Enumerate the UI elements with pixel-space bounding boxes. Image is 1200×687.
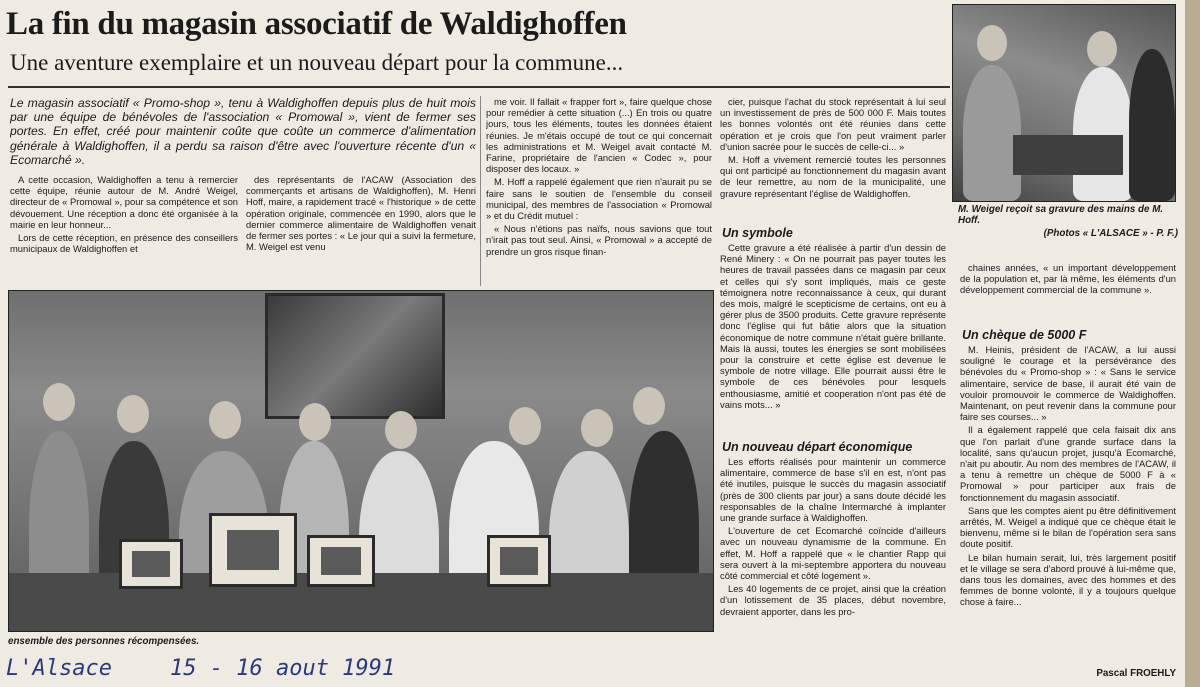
handwritten-paper: L'Alsace xyxy=(6,656,112,681)
article-subtitle: Une aventure exemplaire et un nouveau départ pour la commune... xyxy=(10,50,624,75)
photo-figure-head xyxy=(299,403,331,441)
column-3 xyxy=(486,96,712,286)
column-1 xyxy=(10,174,238,286)
col4-para-1: cier, puisque l'achat du stock représentait à lui seul un investissement de près de 500 000 F. Mais toutes les bonnes volontés ont été réunies dans cette opération et je crois que l'on peut vraiment parler d'union sacrée pour le succès de celle-ci... » xyxy=(720,96,946,152)
photo-figure xyxy=(1073,67,1133,201)
photo-table xyxy=(1013,135,1123,175)
column-4 xyxy=(720,96,946,220)
section-symbole xyxy=(720,242,946,436)
photo-engraving xyxy=(487,535,551,587)
col6-text: chaines années, « un important développement de la population et, par là même, les éléments d'un développement commercial de la commune ». xyxy=(960,262,1176,296)
caption-top-photo: M. Weigel reçoit sa gravure des mains de M. Hoff. xyxy=(958,204,1164,226)
photo-figure-head xyxy=(509,407,541,445)
photo-figure xyxy=(963,65,1021,201)
column-2 xyxy=(246,174,476,286)
column-6-top xyxy=(960,262,1176,312)
col4-para-2: M. Hoff a vivement remercié toutes les personnes qui ont participé au fonctionnement du magasin avant de leur remettre, au nom de la municipalité, une gravure représentant l'église de Waldighoffen. xyxy=(720,154,946,199)
col3-para-2: M. Hoff a rappelé également que rien n'aurait pu se faire sans le soutien de l'ensemble du conseil municipal, des membres de l'association « Promowal » et du Crédit mutuel : xyxy=(486,176,712,222)
col3-para-1: me voir. Il fallait « frapper fort », faire quelque chose pour remédier à cette situation (...) En trois ou quatre jours, tous les éléments, toutes les données étaient réunies. Je m'étais occupé de tout ce qui concernait les administrations et M. Weigel avait contacté M. Farine, propriétaire de l'ancien « Codec », pour disposer des locaux. » xyxy=(486,96,712,175)
photo-wall-painting xyxy=(265,293,445,419)
photo-engraving xyxy=(209,513,297,587)
lead-text: Le magasin associatif « Promo-shop », tenu à Waldighoffen depuis plus de huit mois par une équipe de bénévoles de l'association « Promowal », vient de fermer ses portes. En effet, créé pour maintenir coûte que coûte un commerce d'alimentation générale à Waldighoffen, il a perdu sa raison d'être avec l'ouverture récente d'un « Ecomarché ». xyxy=(10,96,476,167)
photo-engraving xyxy=(119,539,183,589)
heading-symbole: Un symbole xyxy=(722,226,793,240)
photo-figure-head xyxy=(977,25,1007,61)
title-rule xyxy=(8,86,950,88)
depart-para-3: Les 40 logements de ce projet, ainsi que la création d'un lotissement de 35 places, début novembre, devraient apporter, dans les pro- xyxy=(720,583,946,617)
photo-credit: (Photos « L'ALSACE » - P. F.) xyxy=(1043,228,1178,239)
column-separator xyxy=(480,96,481,286)
byline: Pascal FROEHLY xyxy=(1096,668,1176,679)
cheque-para-2: Il a également rappelé que cela faisait dix ans que l'on parlait d'une grande surface dans la localité, sans qu'aucun projet, jusqu'à Ecomarché, n'ait pu aboutir. Au nom des membres de l'ACAW, il a tenu à remettre un chèque de 5000 F à « Promowal » pour participer aux frais de fonctionnement du magasin associatif. xyxy=(960,424,1176,503)
article-title: La fin du magasin associatif de Waldighoffen xyxy=(6,6,627,42)
col1-para-2: Lors de cette réception, en présence des conseillers municipaux de Waldighoffen et xyxy=(10,232,238,255)
photo-engraving xyxy=(307,535,375,587)
photo-figure-head xyxy=(633,387,665,425)
photo-handover xyxy=(952,4,1176,202)
photo-figure-head xyxy=(581,409,613,447)
cheque-para-1: M. Heinis, président de l'ACAW, a lui aussi souligné le courage et la persévérance des bénévoles du « Promo-shop » : « Sans le service alimentaire, service de base, il aurait été vain de vouloir promouvoir le commerce de Waldighoffen. Maintenant, on peut revenir dans la commune pour faire ses courses... » xyxy=(960,344,1176,423)
photo-figure-head xyxy=(385,411,417,449)
cheque-para-3: Sans que les comptes aient pu être définitivement arrêtés, M. Weigel a indiqué que ce chèque était le bienvenu, même si le bilan de l'opération sera sans doute positif. xyxy=(960,504,1176,550)
col2-para-1: des représentants de l'ACAW (Association des commerçants et artisans de Waldighoffen), M. Henri Hoff, maire, a rapidement tracé « l'historique » de cette opération originale, commencée en 1990, alors que le dernier commerce alimentaire de Waldighoffen venait de fermer ses portes : « Le jour qui a suivi la fermeture, M. Weigel est venu xyxy=(246,174,476,253)
col1-para-1: A cette occasion, Waldighoffen a tenu à remercier cette équipe, réunie autour de M. André Weigel, directeur de « Promowal », pour sa compétence et son dévouement. Une réception a donc été organisée à la mairie en leur honneur... xyxy=(10,174,238,230)
section-cheque xyxy=(960,344,1176,654)
photo-figure-head xyxy=(117,395,149,433)
photo-group xyxy=(8,290,714,632)
photo-figure-head xyxy=(43,383,75,421)
cheque-para-4: Le bilan humain serait, lui, très largement positif et le village se sera d'abord prouvé à lui-même que, dans tous les domaines, avec des hommes et des femmes de bonne volonté, il y a toujours quelque chose à faire... xyxy=(960,551,1176,608)
photo-figure-head xyxy=(1087,31,1117,67)
photo-figure xyxy=(1129,49,1175,201)
handwritten-date: 15 - 16 aout 1991 xyxy=(170,656,396,681)
depart-para-1: Les efforts réalisés pour maintenir un commerce alimentaire, commerce de base s'il en est, n'ont pas été inutiles, puisque le succès du magasin associatif (près de 300 clients par jour) a sans doute décidé les responsables de la chaîne Intermarché à implanter une grande surface à Waldighoffen. xyxy=(720,456,946,524)
symbole-text: Cette gravure a été réalisée à partir d'un dessin de René Minery : « On ne pourrait pas payer toutes les heures de travail passées dans ce magasin par ceux et celles qui s'y sont impliqués, mais ce geste témoignera notre reconnaissance à ceux, qui durant des mois, malgré le scepticisme de certains, ont eu à gérer plus de 3500 produits. Cette gravure représente donc l'église qui fut bâtie alors que la situation économique de notre commune n'était guère brillante. Mais là aussi, toutes les énergies se sont mobilisées pour la construire et cette église est devenue le symbole de notre village. Elle pourrait aussi être le symbole de ces bénévoles pour lesquels enthousiasme, amitié et cooperation n'ont pas été de vains mots... » xyxy=(720,242,946,410)
desk-background xyxy=(1185,0,1200,687)
heading-cheque: Un chèque de 5000 F xyxy=(962,328,1087,342)
caption-main-photo: ensemble des personnes récompensées. xyxy=(8,636,200,647)
photo-figure-head xyxy=(209,401,241,439)
col3-para-3: « Nous n'étions pas naïfs, nous savions que tout n'irait pas tout seul. Ainsi, « Promowal » a accepté de prendre un gros risque finan- xyxy=(486,223,712,257)
lead-paragraph xyxy=(10,96,476,172)
heading-depart: Un nouveau départ économique xyxy=(722,440,913,454)
depart-para-2: L'ouverture de cet Ecomarché coïncide d'ailleurs avec un nouveau dynamisme de la commune. En effet, M. Hoff a rappelé que « le chantier Rapp qui sera ouvert à la mi-septembre apportera du nouveau côté commercial et côté logement ». xyxy=(720,525,946,582)
section-depart xyxy=(720,456,946,656)
